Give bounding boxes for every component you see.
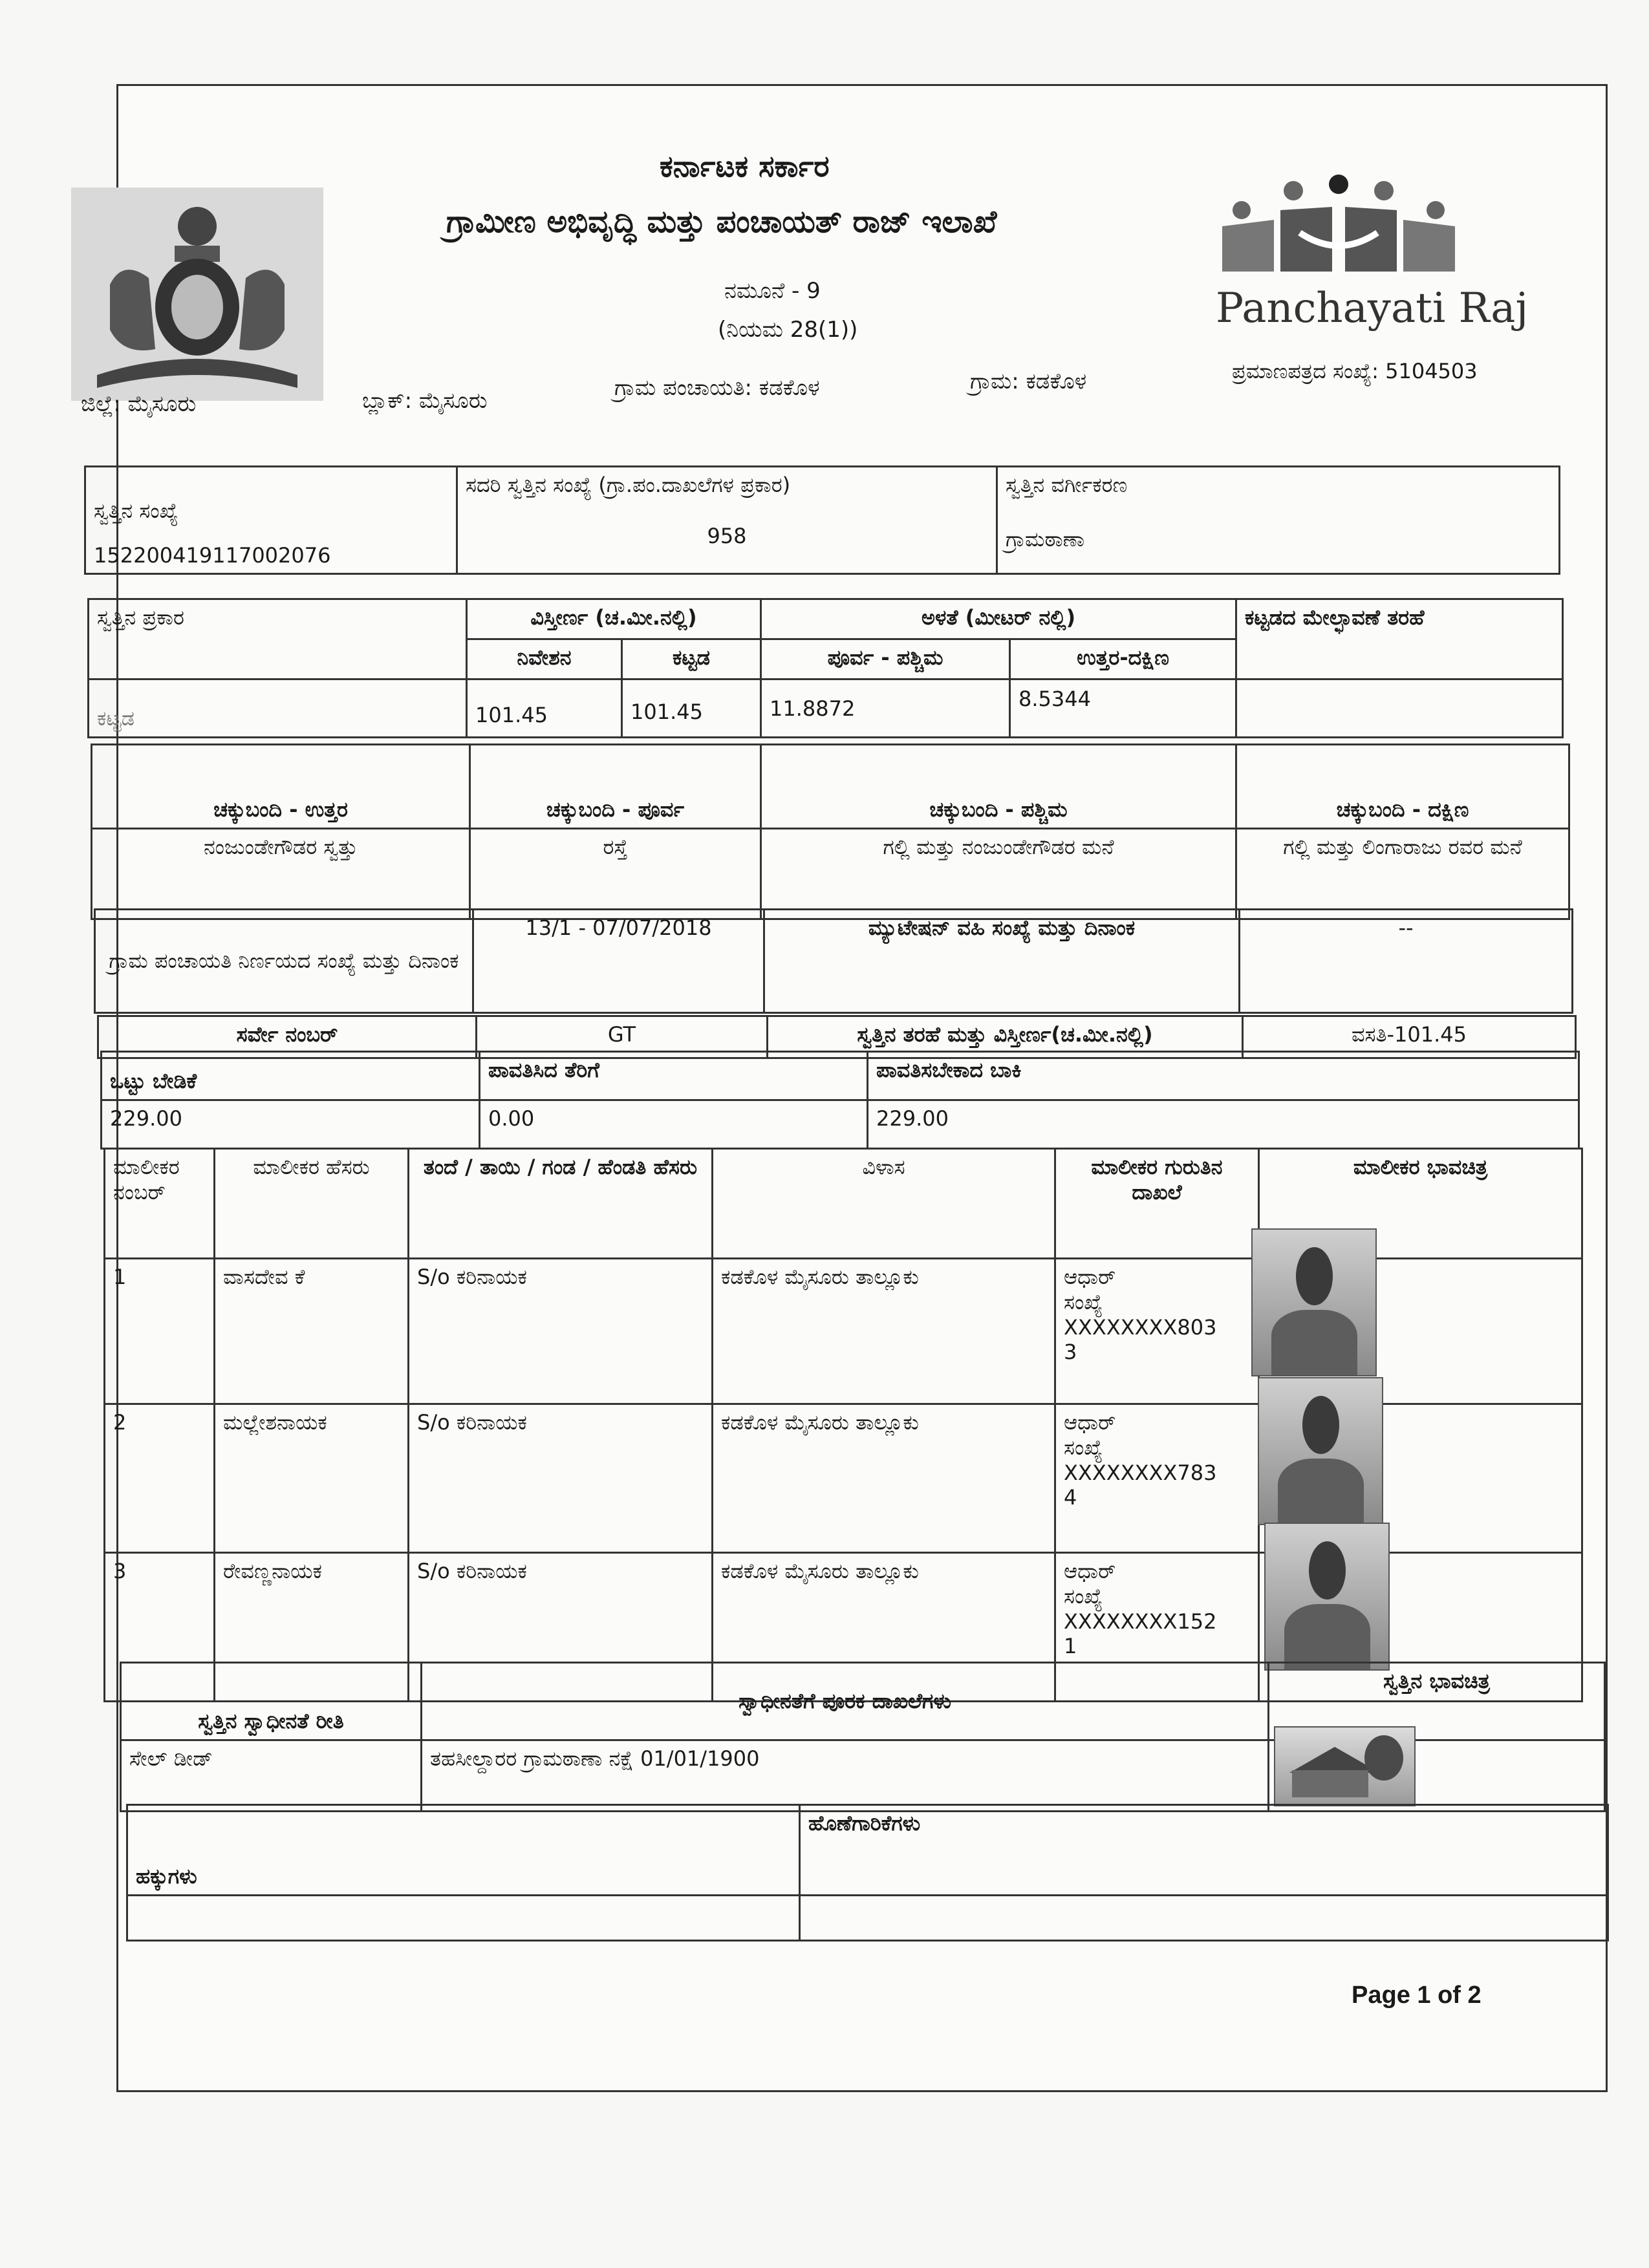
owner-address: ಕಡಕೊಳ ಮೈಸೂರು ತಾಲ್ಲೂಕು <box>713 1404 1055 1553</box>
survey-value: GT <box>477 1016 768 1058</box>
north-south-label: ಉತ್ತರ-ದಕ್ಷಿಣ <box>1010 639 1236 679</box>
liabilities-label: ಹೊಣೆಗಾರಿಕೆಗಳು <box>800 1805 1608 1896</box>
property-type-label: ಸ್ವತ್ತಿನ ಪ್ರಕಾರ <box>89 599 467 679</box>
gram-panchayat: ಗ್ರಾಮ ಪಂಚಾಯತಿ: ಕಡಕೊಳ <box>614 375 820 401</box>
id-type: ಆಧಾರ್ <box>1064 1410 1116 1435</box>
owner-number: 2 <box>105 1404 215 1553</box>
due-label: ಪಾವತಿಸಬೇಕಾದ ಬಾಕಿ <box>868 1052 1579 1100</box>
owner-name: ವಾಸದೇವ ಕೆ <box>215 1259 409 1404</box>
possession-method-label: ಸ್ವತ್ತಿನ ಸ್ವಾಧೀನತೆ ರೀತಿ <box>121 1663 422 1740</box>
karnataka-emblem-icon <box>71 187 323 401</box>
west-boundary-value: ಗಲ್ಲಿ ಮತ್ತು ನಂಜುಂಡೇಗೌಡರ ಮನೆ <box>761 829 1236 919</box>
id-label: ಸಂಖ್ಯೆ <box>1064 1290 1103 1314</box>
sadar-label: ಸದರಿ ಸ್ವತ್ತಿನ ಸಂಖ್ಯೆ (ಗ್ರಾ.ಪಂ.ದಾಖಲೆಗಳ ಪ್ರಕಾರ) <box>466 473 791 497</box>
possession-docs-label: ಸ್ವಾಧೀನತೆಗೆ ಪೂರಕ ದಾಖಲೆಗಳು <box>422 1663 1269 1740</box>
owner-photo-3 <box>1264 1523 1390 1671</box>
building-value: 101.45 <box>622 679 761 738</box>
building-label: ಕಟ್ಟಡ <box>622 639 761 679</box>
tax-table <box>100 1051 1580 1150</box>
possession-method-value: ಸೇಲ್ ಡೀಡ್ <box>121 1740 422 1812</box>
total-demand-value: 229.00 <box>102 1100 480 1149</box>
classification-value: ಗ್ರಾಮಠಾಣಾ <box>1006 527 1084 551</box>
rights-table <box>126 1804 1609 1942</box>
type-area-label: ಸ್ವತ್ತಿನ ತರಹೆ ಮತ್ತು ವಿಸ್ತೀರ್ಣ(ಚ.ಮೀ.ನಲ್ಲಿ) <box>768 1016 1243 1058</box>
relation-header: ತಂದೆ / ತಾಯಿ / ಗಂಡ / ಹೆಂಡತಿ ಹೆಸರು <box>409 1149 713 1259</box>
classification-label: ಸ್ವತ್ತಿನ ವರ್ಗೀಕರಣ <box>1006 473 1128 497</box>
govt-title: ಕರ್ನಾಟಕ ಸರ್ಕಾರ <box>660 149 830 184</box>
paid-tax-value: 0.00 <box>480 1100 868 1149</box>
owner-number-header: ಮಾಲೀಕರ ನಂಬರ್ <box>105 1149 215 1259</box>
property-id-value: 152200419117002076 <box>94 543 331 568</box>
north-boundary-value: ನಂಜುಂಡೇಗೌಡರ ಸ್ವತ್ತು <box>92 829 470 919</box>
id-type: ಆಧಾರ್ <box>1064 1265 1116 1289</box>
south-boundary-label: ಚಕ್ಕುಬಂದಿ - ದಕ್ಷಿಣ <box>1236 745 1569 829</box>
rights-label: ಹಕ್ಕುಗಳು <box>127 1805 800 1896</box>
mutation-value: -- <box>1240 910 1573 1013</box>
classification-cell <box>997 467 1560 574</box>
sadar-value: 958 <box>707 524 747 548</box>
id-label: ಸಂಖ್ಯೆ <box>1064 1435 1103 1460</box>
logo-text: Panchayati Raj <box>1216 284 1529 332</box>
id-type: ಆಧಾರ್ <box>1064 1559 1116 1583</box>
owner-relation: S/o ಕರಿನಾಯಕ <box>409 1259 713 1404</box>
site-value: 101.45 <box>467 679 622 738</box>
address-header: ವಿಳಾಸ <box>713 1149 1055 1259</box>
boundaries-table <box>91 744 1570 920</box>
area-label: ವಿಸ್ತೀರ್ಣ (ಚ.ಮೀ.ನಲ್ಲಿ) <box>467 599 761 639</box>
owner-id-proof <box>1055 1259 1259 1404</box>
type-area-value: ವಸತಿ-101.45 <box>1243 1016 1576 1058</box>
property-type-value: ಕಟ್ಟಡ <box>89 679 467 738</box>
certificate-number: ಪ್ರಮಾಣಪತ್ರದ ಸಂಖ್ಯೆ: 5104503 <box>1232 359 1478 383</box>
owner-relation: S/o ಕರಿನಾಯಕ <box>409 1404 713 1553</box>
dept-title: ಗ್ರಾಮೀಣ ಅಭಿವೃದ್ಧಿ ಮತ್ತು ಪಂಚಾಯತ್ ರಾಜ್ ಇಲಾಖೆ <box>446 204 997 240</box>
rule-number: (ನಿಯಮ 28(1)) <box>718 317 858 343</box>
district: ಜಿಲ್ಲೆ: ಮೈಸೂರು <box>81 391 197 417</box>
owner-name: ರೇವಣ್ಣನಾಯಕ <box>215 1553 409 1702</box>
sadar-cell <box>457 467 997 574</box>
village: ಗ್ರಾಮ: ಕಡಕೊಳ <box>970 369 1087 394</box>
liabilities-value <box>800 1896 1608 1941</box>
owner-id-proof <box>1055 1404 1259 1553</box>
property-id-cell <box>85 467 457 574</box>
property-photo <box>1274 1726 1416 1806</box>
block: ಬ್ಲಾಕ್: ಮೈಸೂರು <box>362 388 488 414</box>
roof-type-label: ಕಟ್ಟಡದ ಮೇಲ್ಛಾವಣೆ ತರಹೆ <box>1236 599 1563 679</box>
site-label: ನಿವೇಶನ <box>467 639 622 679</box>
due-value: 229.00 <box>868 1100 1579 1149</box>
east-boundary-value: ರಸ್ತೆ <box>470 829 761 919</box>
id-number: XXXXXXXX783 <box>1064 1460 1217 1485</box>
property-id-label: ಸ್ವತ್ತಿನ ಸಂಖ್ಯೆ <box>94 498 178 523</box>
east-west-label: ಪೂರ್ವ - ಪಶ್ಚಿಮ <box>761 639 1010 679</box>
panchayati-raj-logo-icon <box>1203 175 1474 278</box>
east-west-value: 11.8872 <box>761 679 1010 738</box>
south-boundary-value: ಗಲ್ಲಿ ಮತ್ತು ಲಿಂಗಾರಾಜು ರವರ ಮನೆ <box>1236 829 1569 919</box>
id-proof-header: ಮಾಲೀಕರ ಗುರುತಿನ ದಾಖಲೆ <box>1055 1149 1259 1259</box>
id-number: XXXXXXXX152 <box>1064 1609 1217 1634</box>
north-boundary-label: ಚಕ್ಕುಬಂದಿ - ಉತ್ತರ <box>92 745 470 829</box>
west-boundary-label: ಚಕ್ಕುಬಂದಿ - ಪಶ್ಚಿಮ <box>761 745 1236 829</box>
id-number-end: 4 <box>1064 1485 1077 1510</box>
owner-photo-1 <box>1251 1228 1377 1376</box>
roof-type-value <box>1236 679 1563 738</box>
owner-number: 1 <box>105 1259 215 1404</box>
form-number: ನಮೂನೆ - 9 <box>724 278 821 304</box>
id-label: ಸಂಖ್ಯೆ <box>1064 1584 1103 1609</box>
owner-name-header: ಮಾಲೀಕರ ಹೆಸರು <box>215 1149 409 1259</box>
id-number: XXXXXXXX803 <box>1064 1315 1217 1340</box>
owner-address: ಕಡಕೊಳ ಮೈಸೂರು ತಾಲ್ಲೂಕು <box>713 1259 1055 1404</box>
resolution-value: 13/1 - 07/07/2018 <box>473 910 764 1013</box>
id-number-end: 1 <box>1064 1634 1077 1658</box>
resolution-label: ಗ್ರಾಮ ಪಂಚಾಯತಿ ನಿರ್ಣಯದ ಸಂಖ್ಯೆ ಮತ್ತು ದಿನಾಂಕ <box>95 910 473 1013</box>
east-boundary-label: ಚಕ್ಕುಬಂದಿ - ಪೂರ್ವ <box>470 745 761 829</box>
resolution-table <box>94 908 1573 1014</box>
possession-docs-value: ತಹಸೀಲ್ದಾರರ ಗ್ರಾಮಠಾಣಾ ನಕ್ಷೆ 01/01/1900 <box>422 1740 1269 1812</box>
mutation-label: ಮ್ಯುಟೇಷನ್ ವಹಿ ಸಂಖ್ಯೆ ಮತ್ತು ದಿನಾಂಕ <box>764 910 1240 1013</box>
north-south-value: 8.5344 <box>1010 679 1236 738</box>
total-demand-label: ಒಟ್ಟು ಬೇಡಿಕೆ <box>102 1052 480 1100</box>
owner-address: ಕಡಕೊಳ ಮೈಸೂರು ತಾಲ್ಲೂಕು <box>713 1553 1055 1702</box>
owner-photo-header: ಮಾಲೀಕರ ಭಾವಚಿತ್ರ <box>1259 1149 1582 1259</box>
property-id-table <box>84 465 1560 575</box>
property-photo-label: ಸ್ವತ್ತಿನ ಭಾವಚಿತ್ರ <box>1269 1663 1605 1740</box>
rights-value <box>127 1896 800 1941</box>
owner-name: ಮಲ್ಲೇಶನಾಯಕ <box>215 1404 409 1553</box>
property-area-table <box>87 598 1564 738</box>
page-number: Page 1 of 2 <box>1352 1982 1482 2009</box>
owner-photo-2 <box>1258 1377 1383 1525</box>
dimensions-label: ಅಳತೆ (ಮೀಟರ್ ನಲ್ಲಿ) <box>761 599 1236 639</box>
owner-relation: S/o ಕರಿನಾಯಕ <box>409 1553 713 1702</box>
paid-tax-label: ಪಾವತಿಸಿದ ತೆರಿಗೆ <box>480 1052 868 1100</box>
id-number-end: 3 <box>1064 1340 1077 1364</box>
owner-number: 3 <box>105 1553 215 1702</box>
survey-label: ಸರ್ವೇ ನಂಬರ್ <box>98 1016 477 1058</box>
